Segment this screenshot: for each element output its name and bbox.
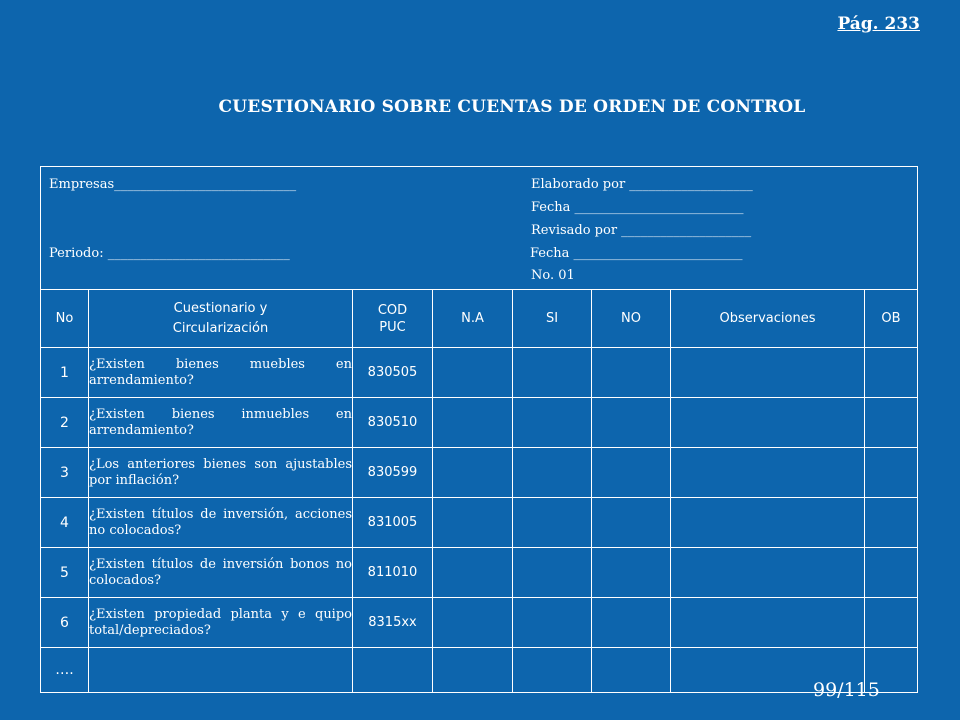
- cell-na[interactable]: [433, 548, 513, 598]
- table-row: [41, 348, 918, 398]
- cell-si[interactable]: [513, 448, 592, 498]
- cell-no[interactable]: [592, 348, 671, 398]
- cell-si[interactable]: [513, 348, 592, 398]
- col-ob: OB: [865, 290, 918, 348]
- table-row: [41, 648, 918, 693]
- cell-ob[interactable]: [865, 498, 918, 548]
- row-cod: 830599: [353, 448, 433, 498]
- row-number: 2: [41, 398, 89, 448]
- row-cod: 8315xx: [353, 598, 433, 648]
- cell-si[interactable]: [513, 548, 592, 598]
- row-question: ¿Existen títulos de inversión bonos no colocados?: [89, 548, 353, 598]
- cell-no[interactable]: [592, 598, 671, 648]
- document-number: No. 01: [531, 268, 575, 283]
- column-headers: [41, 290, 918, 348]
- elaborado-field[interactable]: Elaborado por ___________________: [531, 177, 753, 192]
- row-cod: 811010: [353, 548, 433, 598]
- col-no-answer: NO: [592, 290, 671, 348]
- row-number: ….: [41, 648, 89, 693]
- cell-si[interactable]: [513, 398, 592, 448]
- cell-na[interactable]: [433, 398, 513, 448]
- col-cod-line1: COD: [377, 302, 408, 318]
- row-question: ¿Existen propiedad planta y e quipo total/depreciados?: [89, 598, 353, 648]
- questionnaire-table: [40, 166, 918, 693]
- col-cuestionario: [89, 290, 353, 348]
- cell-observaciones[interactable]: [671, 348, 865, 398]
- cell-na[interactable]: [433, 598, 513, 648]
- page-title: CUESTIONARIO SOBRE CUENTAS DE ORDEN DE CONTROL: [218, 97, 806, 117]
- row-cod: 831005: [353, 498, 433, 548]
- periodo-field[interactable]: Periodo: ____________________________: [49, 246, 290, 261]
- page-number: Pág. 233: [837, 14, 920, 34]
- cell-ob[interactable]: [865, 448, 918, 498]
- cell-si[interactable]: [513, 598, 592, 648]
- cell-no[interactable]: [592, 498, 671, 548]
- table-row: [41, 498, 918, 548]
- cell-no[interactable]: [592, 548, 671, 598]
- cell-no[interactable]: [592, 648, 671, 693]
- cell-observaciones[interactable]: [671, 548, 865, 598]
- col-cod-line2: PUC: [379, 319, 406, 335]
- cell-observaciones[interactable]: [671, 398, 865, 448]
- revisado-field[interactable]: Revisado por ____________________: [531, 223, 752, 238]
- col-na: N.A: [433, 290, 513, 348]
- col-cuestionario-line1: Cuestionario y: [173, 300, 268, 316]
- fecha-field-1[interactable]: Fecha __________________________: [531, 200, 744, 215]
- cell-no[interactable]: [592, 398, 671, 448]
- cell-si[interactable]: [513, 498, 592, 548]
- row-question: ¿Existen títulos de inversión, acciones no colocados?: [89, 498, 353, 548]
- col-cod-puc: [353, 290, 433, 348]
- empresas-field[interactable]: Empresas____________________________: [49, 177, 297, 192]
- row-number: 5: [41, 548, 89, 598]
- cell-ob[interactable]: [865, 398, 918, 448]
- row-question: ¿Los anteriores bienes son ajustables por inflación?: [89, 448, 353, 498]
- row-question: ¿Existen bienes muebles en arrendamiento?: [89, 348, 353, 398]
- cell-observaciones[interactable]: [671, 448, 865, 498]
- row-number: 1: [41, 348, 89, 398]
- table-row: [41, 598, 918, 648]
- table-row: [41, 448, 918, 498]
- row-cod: 830505: [353, 348, 433, 398]
- col-cuestionario-line2: Circularización: [172, 320, 269, 336]
- cell-ob[interactable]: [865, 548, 918, 598]
- cell-ob[interactable]: [865, 598, 918, 648]
- cell-na[interactable]: [433, 348, 513, 398]
- cell-na[interactable]: [433, 648, 513, 693]
- cell-ob[interactable]: [865, 348, 918, 398]
- row-number: 3: [41, 448, 89, 498]
- cell-si[interactable]: [513, 648, 592, 693]
- col-si: SI: [513, 290, 592, 348]
- row-number: 6: [41, 598, 89, 648]
- row-cod: [353, 648, 433, 693]
- cell-na[interactable]: [433, 448, 513, 498]
- row-number: 4: [41, 498, 89, 548]
- cell-observaciones[interactable]: [671, 598, 865, 648]
- col-observaciones: Observaciones: [671, 290, 865, 348]
- col-no: No: [41, 290, 89, 348]
- table-row: [41, 398, 918, 448]
- form-header: [41, 167, 918, 290]
- row-cod: 830510: [353, 398, 433, 448]
- row-question: ¿Existen bienes inmuebles en arrendamiento?: [89, 398, 353, 448]
- slide-counter: 99/115: [813, 679, 880, 701]
- row-question: [89, 648, 353, 693]
- cell-observaciones[interactable]: [671, 498, 865, 548]
- cell-na[interactable]: [433, 498, 513, 548]
- table-row: [41, 548, 918, 598]
- cell-no[interactable]: [592, 448, 671, 498]
- fecha-field-2[interactable]: Fecha __________________________: [530, 246, 743, 261]
